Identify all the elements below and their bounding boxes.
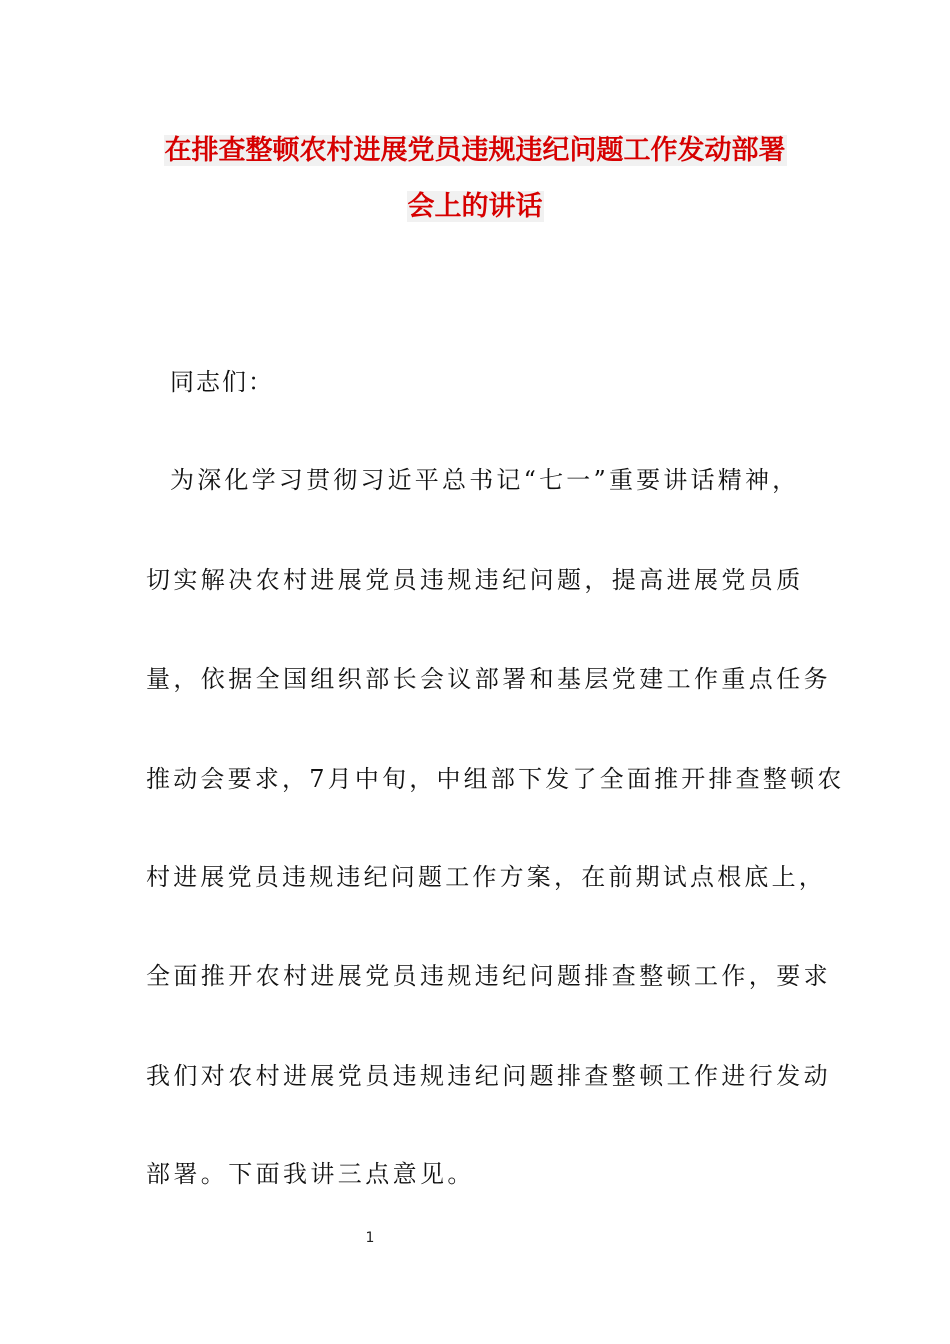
paragraph-line: 全面推开农村进展党员违规违纪问题排查整顿工作，要求	[146, 962, 831, 990]
paragraph-line: 我们对农村进展党员违规违纪问题排查整顿工作进行发动	[146, 1062, 831, 1090]
salutation: 同志们：	[170, 368, 274, 396]
paragraph-line: 部署。下面我讲三点意见。	[146, 1160, 475, 1188]
title-text-2: 会上的讲话	[407, 191, 543, 222]
paragraph-line: 推动会要求，7月中旬，中组部下发了全面推开排查整顿农	[146, 765, 845, 793]
paragraph-line: 量，依据全国组织部长会议部署和基层党建工作重点任务	[146, 665, 831, 693]
paragraph-line: 切实解决农村进展党员违规违纪问题，提高进展党员质	[146, 566, 804, 594]
title-text-1: 在排查整顿农村进展党员违规违纪问题工作发动部署	[164, 135, 786, 166]
paragraph-line: 为深化学习贯彻习近平总书记“七一”重要讲话精神，	[170, 466, 800, 494]
page-number: 1	[365, 1230, 375, 1246]
document-title-line-1	[0, 134, 950, 168]
paragraph-line: 村进展党员违规违纪问题工作方案，在前期试点根底上，	[146, 863, 826, 891]
document-title-line-2	[0, 190, 950, 224]
